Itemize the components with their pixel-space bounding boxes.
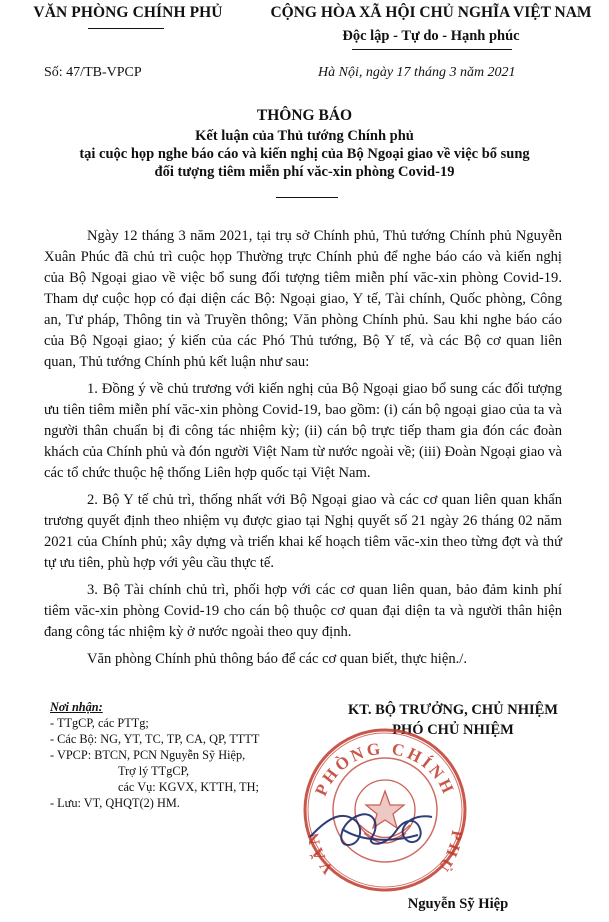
- document-date: Hà Nội, ngày 17 tháng 3 năm 2021: [318, 65, 516, 80]
- recipient-line: - Các Bộ: NG, YT, TC, TP, CA, QP, TTTT: [50, 732, 260, 746]
- handwritten-signature: [310, 814, 432, 845]
- svg-text:PHÒNG CHÍNH: PHÒNG CHÍNH: [311, 738, 459, 799]
- subject-line-1: Kết luận của Thủ tướng Chính phủ: [195, 128, 414, 144]
- motto-underline: [352, 49, 512, 50]
- conclusion-item-1: 1. Đồng ý về chủ trương với kiến nghị của Bộ Ngoại giao bổ sung các đối tượng ưu tiên tiêm miễn phí văc-xin phòng Covid-19, bao gồm: (i) cán bộ ngoại giao của ta và người thân chuẩn bị đi công tác nhiệm kỳ; (ii) cán bộ trực tiếp tham gia đón các đoàn khách của Chính phủ và đón người Việt Nam từ nước ngoài về; (iii) Đoàn Ngoại giao và các tổ chức thuộc hệ thống Liên hợp quốc tại Việt Nam.: [44, 381, 562, 481]
- subject-line-3: đối tượng tiêm miễn phí văc-xin phòng Covid-19: [154, 164, 455, 180]
- title-underline: [276, 197, 338, 198]
- recipient-line: - Lưu: VT, QHQT(2) HM.: [50, 796, 180, 810]
- national-motto: Độc lập - Tự do - Hạnh phúc: [342, 28, 520, 44]
- document-number: Số: 47/TB-VPCP: [44, 65, 142, 80]
- closing-paragraph: Văn phòng Chính phủ thông báo để các cơ quan biết, thực hiện./.: [87, 651, 467, 667]
- recipients-heading: Nơi nhận:: [50, 700, 103, 714]
- official-seal: [300, 725, 470, 895]
- conclusion-item-3: 3. Bộ Tài chính chủ trì, phối hợp với các cơ quan liên quan, bảo đảm kinh phí tiêm văc-xin phòng Covid-19 cho cán bộ thuộc cơ quan đại diện ta và người thân hiện đang công tác nhiệm kỳ ở nước ngoài theo quy định.: [44, 582, 562, 640]
- recipient-line: - TTgCP, các PTTg;: [50, 716, 149, 730]
- agency-name: VĂN PHÒNG CHÍNH PHỦ: [33, 4, 223, 21]
- recipient-line: Trợ lý TTgCP,: [118, 764, 190, 778]
- recipient-line: - VPCP: BTCN, PCN Nguyễn Sỹ Hiệp,: [50, 748, 246, 762]
- issuing-agency: [8, 4, 248, 22]
- agency-underline: [88, 28, 164, 29]
- recipients-list: [50, 699, 330, 811]
- svg-text:PHỦ: PHỦ: [433, 829, 466, 877]
- subject-line-2: tại cuộc họp nghe báo cáo và kiến nghị của Bộ Ngoại giao về việc bổ sung: [79, 146, 530, 162]
- intro-paragraph: Ngày 12 tháng 3 năm 2021, tại trụ sở Chính phủ, Thủ tướng Chính phủ Nguyễn Xuân Phúc đã chủ trì cuộc họp Thường trực Chính phủ để nghe báo cáo và kiến nghị của Bộ Ngoại giao về việc bổ sung đối tượng tiêm miễn phí văc-xin phòng Covid-19. Tham dự cuộc họp có đại diện các Bộ: Ngoại giao, Y tế, Tài chính, Quốc phòng, Công an, Tư pháp, Thông tin và Truyền thông; Văn phòng Chính phủ. Sau khi nghe báo cáo của Bộ Ngoại giao; ý kiến của các Phó Thủ tướng, Bộ Y tế, và các Bộ cơ quan liên quan, Thủ tướng Chính phủ kết luận như sau:: [44, 228, 562, 370]
- signer-title: PHÓ CHỦ NHIỆM: [392, 722, 514, 738]
- svg-text:VĂN: VĂN: [304, 828, 338, 877]
- document-title: [40, 107, 569, 181]
- republic-name: CỘNG HÒA XÃ HỘI CHỦ NGHĨA VIỆT NAM: [270, 4, 592, 21]
- conclusion-item-2: 2. Bộ Y tế chủ trì, thống nhất với Bộ Ngoại giao và các cơ quan liên quan khẩn trương quyết định theo nhiệm vụ được giao tại Nghị quyết số 21 ngày 26 tháng 02 năm 2021 của Chính phủ; xây dựng và triển khai kế hoạch tiêm văc-xin theo từng đợt và thứ tự ưu tiên, phù hợp với yêu cầu thực tế.: [44, 492, 562, 571]
- signer-authority: KT. BỘ TRƯỞNG, CHỦ NHIỆM: [348, 702, 558, 718]
- signer-name: Nguyễn Sỹ Hiệp: [407, 896, 509, 912]
- national-header: [258, 4, 604, 45]
- recipient-line: các Vụ: KGVX, KTTH, TH;: [118, 780, 259, 794]
- document-body: [44, 226, 562, 676]
- document-type: THÔNG BÁO: [256, 107, 353, 124]
